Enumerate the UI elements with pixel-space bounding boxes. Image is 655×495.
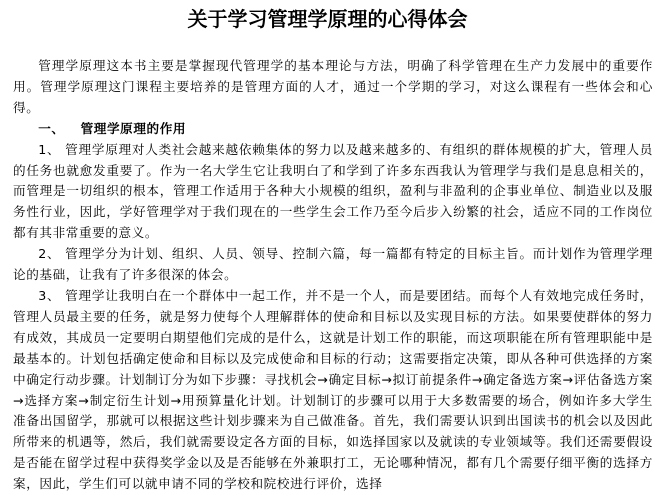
- body-paragraph: 3、 管理学让我明白在一个群体中一起工作，并不是一个人，而是要团结。而每个人有效地完成任务时，管理人员最主要的任务，就是努力使每个人理解群体的使命和目标以及实现目标的方法。如果要使群体的努力有成效，其成员一定要明白期望他们完成的是什么，这就是计划工作的职能，而这项职能在所有管理职能中是最基本的。计划包括确定使命和目标以及完成使命和目标的行动；这需要指定决策，即从各种可供选择的方案中确定行动步骤。计划制订分为如下步骤：寻找机会→确定目标→拟订前提条件→确定备选方案→评估备选方案→选择方案→制定衍生计划→用预算量化计划。计划制订的步骤可以用于大多数需要的场合，例如许多大学生准备出国留学，那就可以根据这些计划步骤来为自己做准备。首先，我们需要认识到出国读书的机会以及因此所带来的机遇等，然后，我们就需要设定各方面的目标，如选择国家以及就读的专业领域等。我们还需要假设是否能在留学过程中获得奖学金以及是否能够在外兼职打工，无论哪种情况，都有几个需要仔细平衡的选择方案，因此，学生们可以就申请不同的学校和院校进行评价，选择: [13, 287, 653, 492]
- section-heading: [13, 119, 653, 140]
- intro-paragraph: 管理学原理这本书主要是掌握现代管理学的基本理论与方法，明确了科学管理在生产力发展中的重要作用。管理学原理这门课程主要培养的是管理方面的人才，通过一个学期的学习，对这么课程有一些体会和心得。: [13, 58, 653, 115]
- document-body: [13, 56, 653, 495]
- section-heading-text: 管理学原理的作用: [80, 120, 187, 136]
- section-number: 一、: [38, 120, 65, 136]
- document-title: 关于学习管理学原理的心得体会: [187, 7, 468, 31]
- body-paragraph: 2、 管理学分为计划、组织、人员、领导、控制六篇，每一篇都有特定的目标主旨。而计划作为管理学理论的基础，让我有了许多很深的体会。: [13, 246, 653, 283]
- body-paragraph: 1、 管理学原理对人类社会越来越依赖集体的努力以及越来越多的、有组织的群体规模的扩大，管理人员的任务也就愈发重要了。作为一名大学生它让我明白了和学到了许多东西我认为管理学与我们是息息相关的，而管理是一切组织的根本，管理工作适用于各种大小规模的组织，盈利与非盈利的企事业单位、制造业以及服务性行业，因此，学好管理学对于我们现在的一些学生会工作乃至今后步入纷繁的社会，适应不同的工作岗位都有其非常重要的意义。: [13, 141, 653, 241]
